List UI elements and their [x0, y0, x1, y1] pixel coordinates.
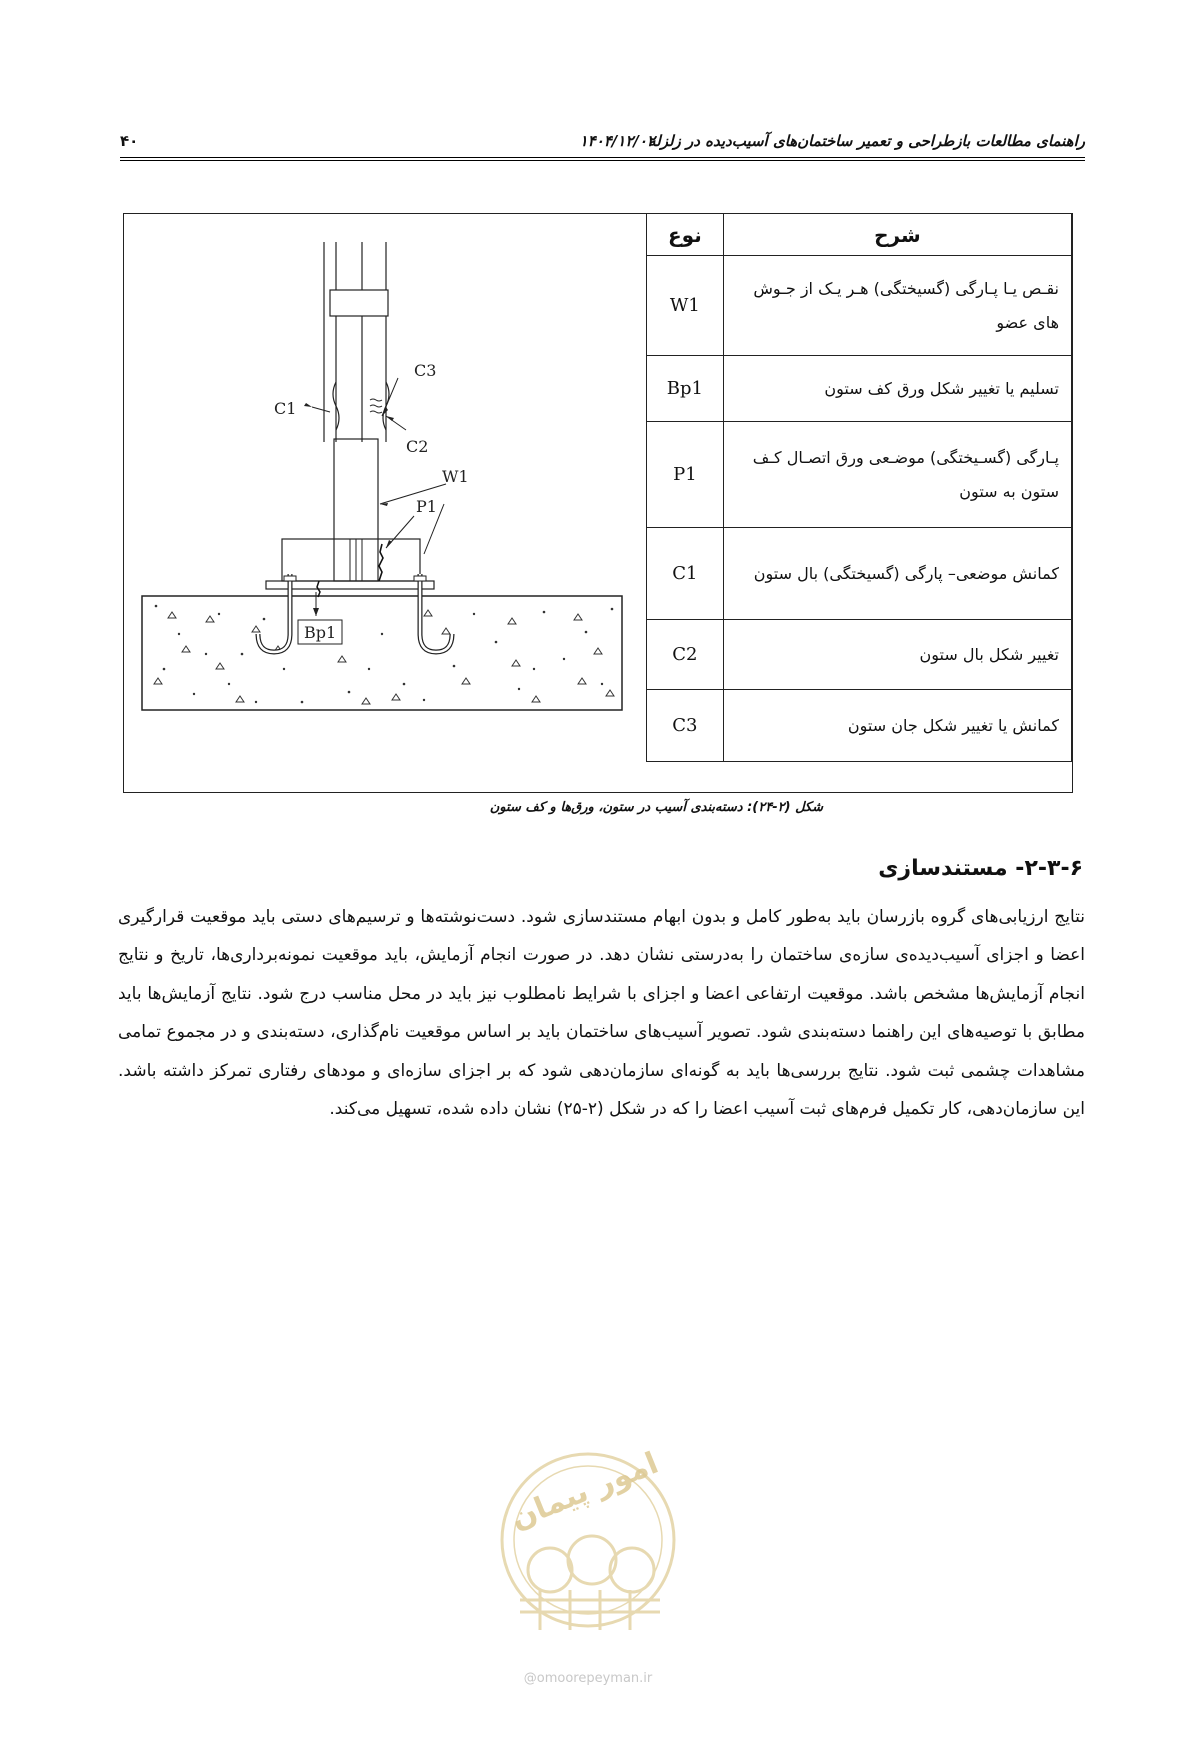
- label-c3: C3: [414, 361, 437, 380]
- concrete-foundation: [142, 596, 622, 710]
- stiffener-block: [282, 539, 420, 581]
- section-paragraph: نتایج ارزیابی‌های گروه بازرسان باید به‌طور کامل و بدون ابهام مستندسازی شود. دست‌نوشته‌ها و ترسیم‌های دستی باید موقعیت قرارگیری اعضا و اجزای آسیب‌دیده‌ی سازه‌ی ساختمان را به‌درستی نشان دهد. در صورت انجام آزمایش، باید موقعیت نمونه‌برداری‌ها، تاریخ و نتایج انجام آزمایش‌ها مشخص باشد. موقعیت ارتفاعی اعضا و اجزای با شرایط نامطلوب نیز باید در محل مناسب درج شود. نتایج آزمایش‌ها باید مطابق با توصیه‌های این راهنما دسته‌بندی شود. تصویر آسیب‌های ساختمان باید بر اساس موقعیت نام‌گذاری، دسته‌بندی و در مجموع تمامی مشاهدات چشمی ثبت شود. نتایج بررسی‌ها باید به گونه‌ای سازمان‌دهی شود که بر اجزای سازه‌ای و مودهای رفتاری تمرکز داشته باشد. این سازمان‌دهی، کار تکمیل فرم‌های ثبت آسیب اعضا را که در شکل (۲-۲۵) نشان داده شده، تسهیل می‌کند.: [118, 907, 1085, 1120]
- table-row: [647, 356, 1072, 422]
- weld-crack: [379, 544, 383, 581]
- row-description: پـارگی (گسـیختگی) موضـعی ورق اتصـال کـف ستون به ستون: [723, 422, 1071, 528]
- label-bp1: Bp1: [304, 623, 337, 642]
- table-row: [647, 620, 1072, 690]
- row-description: تسلیم یا تغییر شکل ورق کف ستون: [723, 356, 1071, 422]
- row-description: نقـص یـا پـارگی (گسیختگی) هـر یـک از جـوش های عضو: [723, 256, 1071, 356]
- label-p1: P1: [416, 497, 437, 516]
- aggregate-dots: [155, 605, 614, 704]
- table-row: [647, 256, 1072, 356]
- section-title: ۲-۳-۶- مستندسازی: [878, 856, 1083, 881]
- table-row: [647, 422, 1072, 528]
- header-rule-thick: [120, 157, 1085, 158]
- row-description: کمانش موضعی– پارگی (گسیختگی) بال ستون: [723, 528, 1071, 620]
- row-type: C2: [647, 620, 724, 690]
- row-type: C1: [647, 528, 724, 620]
- header-rule-thin: [120, 160, 1085, 161]
- watermark-logo-text: امور پیمان: [505, 1445, 664, 1537]
- aggregate-triangles: [154, 610, 614, 704]
- row-type: Bp1: [647, 356, 724, 422]
- row-description: تغییر شکل بال ستون: [723, 620, 1071, 690]
- table-row: [647, 690, 1072, 762]
- header-type: نوع: [647, 214, 724, 256]
- figure-caption: شکل (۲-۲۴): دسته‌بندی آسیب در ستون، ورق‌ها و کف ستون: [489, 800, 823, 815]
- table-row: [647, 528, 1072, 620]
- row-type: W1: [647, 256, 724, 356]
- table-header-row: [647, 214, 1072, 256]
- column-base-drawing: [124, 214, 644, 792]
- row-type: P1: [647, 422, 724, 528]
- row-description: کمانش یا تغییر شکل جان ستون: [723, 690, 1071, 762]
- header-date: ۱۴۰۴/۱۲/۰۲: [579, 132, 655, 150]
- label-w1: W1: [442, 467, 469, 486]
- book-title: راهنمای مطالعات بازطراحی و تعمیر ساختمان‌های آسیب‌دیده در زلزله: [648, 132, 1085, 150]
- column-splice-plate: [330, 290, 388, 316]
- header-description: شرح: [723, 214, 1071, 256]
- label-c2: C2: [406, 437, 429, 456]
- page-number: ۴۰: [120, 132, 139, 150]
- label-c1: C1: [274, 399, 297, 418]
- watermark-seal: [480, 1420, 720, 1750]
- watermark-website: @omoorepeyman.ir: [523, 1671, 653, 1686]
- figure-box: [123, 213, 1073, 793]
- row-type: C3: [647, 690, 724, 762]
- damage-table: [646, 213, 1072, 762]
